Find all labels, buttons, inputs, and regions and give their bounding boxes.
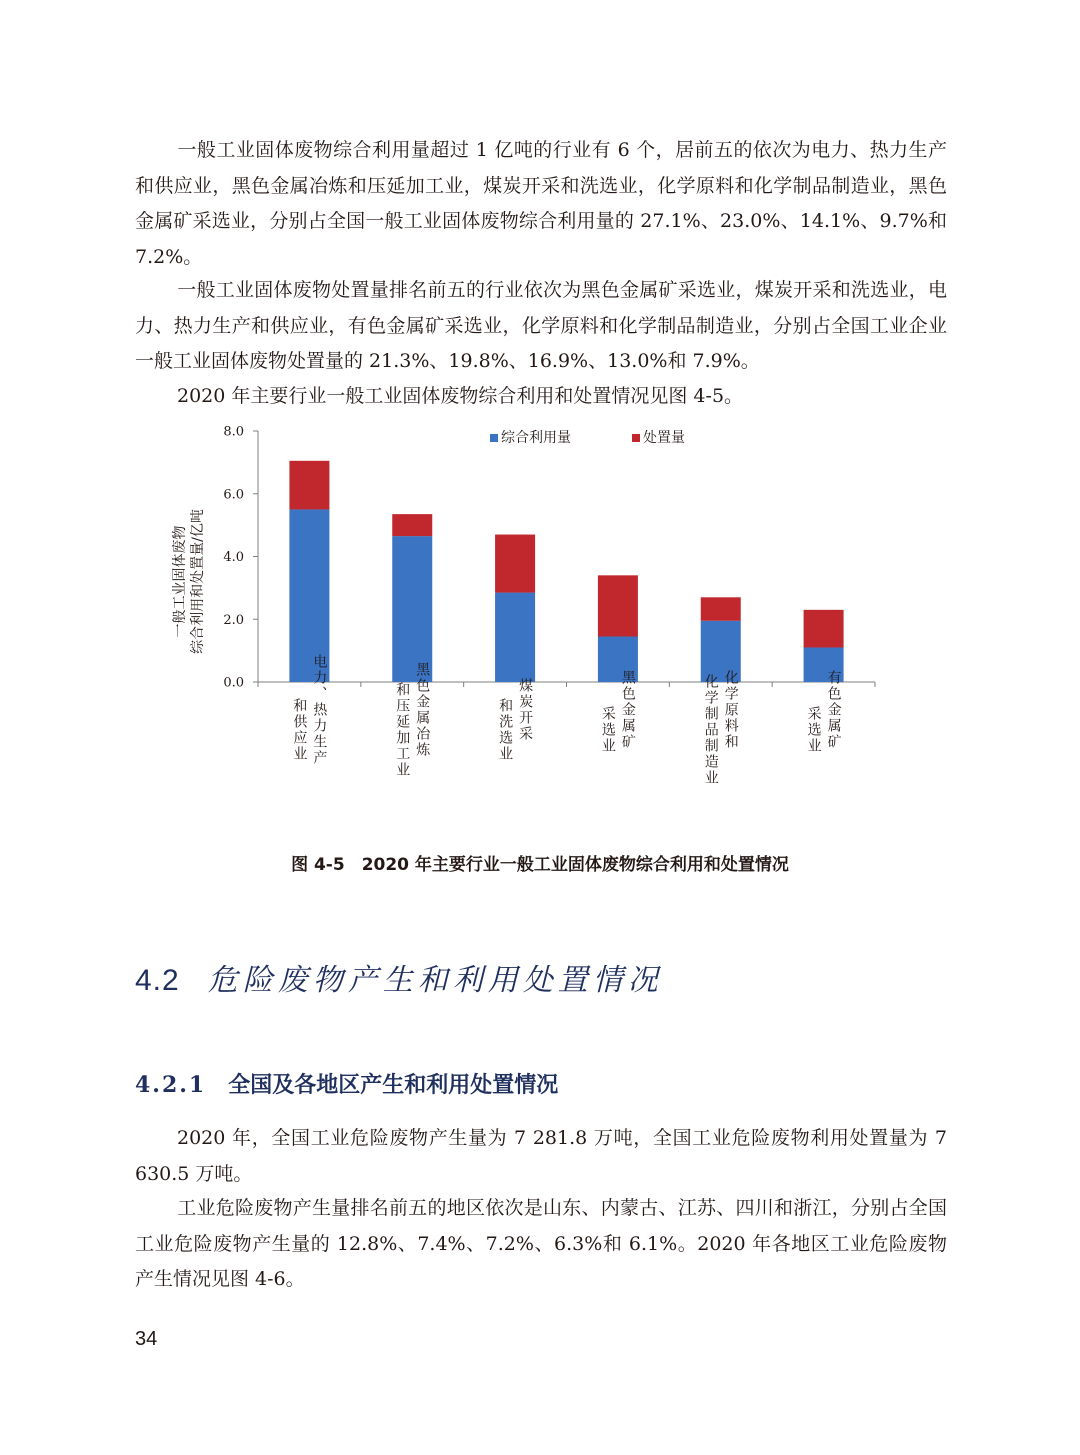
x-category-label: 有色金属矿: [825, 670, 842, 750]
y-axis-title: 综合利用和处置量/亿吨: [190, 509, 206, 654]
legend-label-utilization: 综合利用量: [501, 430, 571, 446]
paragraph-text: 一般工业固体废物综合利用量超过 1 亿吨的行业有 6 个，居前五的依次为电力、热力生产和供应业，黑色金属冶炼和压延加工业，煤炭开采和洗选业，化学原料和化学制品制造业，黑色金属矿采选业，分别占全国一般工业固体废物综合利用量的 27.1%、23.0%、14.1%、9.7%和 7.2%。: [135, 139, 947, 268]
paragraph-industrial-solid-waste-disposal: [135, 273, 947, 380]
y-axis-title: 一般工业固体废物: [172, 525, 188, 638]
section-heading: [135, 955, 663, 999]
x-category-label: 化学原料和: [722, 670, 739, 750]
bar-disposal: [495, 535, 535, 593]
section-number: 4.2: [135, 964, 180, 997]
paragraph-text: 工业危险废物产生量排名前五的地区依次是山东、内蒙古、江苏、四川和浙江，分别占全国工业危险废物产生量的 12.8%、7.4%、7.2%、6.3%和 6.1%。2020 年各地区工业危险废物产生情况见图 4-6。: [135, 1197, 947, 1290]
paragraph-text: 2020 年主要行业一般工业固体废物综合利用和处置情况见图 4-5。: [177, 385, 744, 407]
y-tick-label: 0.0: [223, 675, 244, 691]
x-category-label: 化学制品制造业: [702, 674, 719, 786]
x-category-label: 黑色金属矿: [619, 670, 636, 750]
subsection-number: 4.2.1: [135, 1072, 207, 1098]
figure-caption: 图 4-5 2020 年主要行业一般工业固体废物综合利用和处置情况: [291, 855, 789, 875]
page-number: 34: [135, 1328, 158, 1350]
paragraph-hazardous-waste-total: [135, 1121, 947, 1192]
stacked-bar-chart: [160, 420, 920, 840]
y-tick-label: 6.0: [223, 487, 244, 503]
legend-label-disposal: 处置量: [643, 430, 685, 446]
subsection-title: 全国及各地区产生和利用处置情况: [228, 1072, 559, 1098]
paragraph-text: 一般工业固体废物处置量排名前五的行业依次为黑色金属矿采选业，煤炭开采和洗选业，电力、热力生产和供应业，有色金属矿采选业，化学原料和化学制品制造业，分别占全国工业企业一般工业固体废物处置量的 21.3%、19.8%、16.9%、13.0%和 7.9%。: [135, 279, 947, 372]
paragraph-industrial-solid-waste-utilization: [135, 133, 947, 275]
legend-swatch-disposal: [632, 434, 640, 442]
bar-disposal: [598, 575, 638, 636]
bar-utilization: [495, 593, 535, 682]
paragraph-figure-reference: [135, 379, 947, 415]
x-category-label: 电力、热力生产: [311, 654, 328, 766]
y-tick-label: 4.0: [223, 550, 244, 565]
bar-disposal: [392, 514, 432, 536]
x-category-label: 黑色金属冶炼: [414, 662, 431, 758]
x-category-label: 采选业: [805, 706, 822, 754]
x-category-label: 和供应业: [291, 698, 308, 762]
y-tick-label: 2.0: [223, 612, 244, 628]
x-category-label: 采选业: [599, 706, 616, 754]
subsection-heading: [135, 1068, 558, 1099]
y-tick-label: 8.0: [223, 424, 244, 440]
bar-disposal: [804, 610, 844, 648]
bar-utilization: [392, 536, 432, 682]
x-category-label: 煤炭开采: [517, 678, 534, 742]
x-category-label: 和压延加工业: [394, 682, 411, 778]
paragraph-hazardous-waste-regions: [135, 1191, 947, 1298]
x-category-label: 和洗选业: [497, 698, 514, 762]
paragraph-text: 2020 年，全国工业危险废物产生量为 7 281.8 万吨，全国工业危险废物利用处置量为 7 630.5 万吨。: [135, 1127, 947, 1185]
legend-swatch-utilization: [490, 434, 498, 442]
section-title: 危险废物产生和利用处置情况: [207, 963, 663, 998]
bar-disposal: [289, 461, 329, 510]
bar-disposal: [701, 597, 741, 621]
